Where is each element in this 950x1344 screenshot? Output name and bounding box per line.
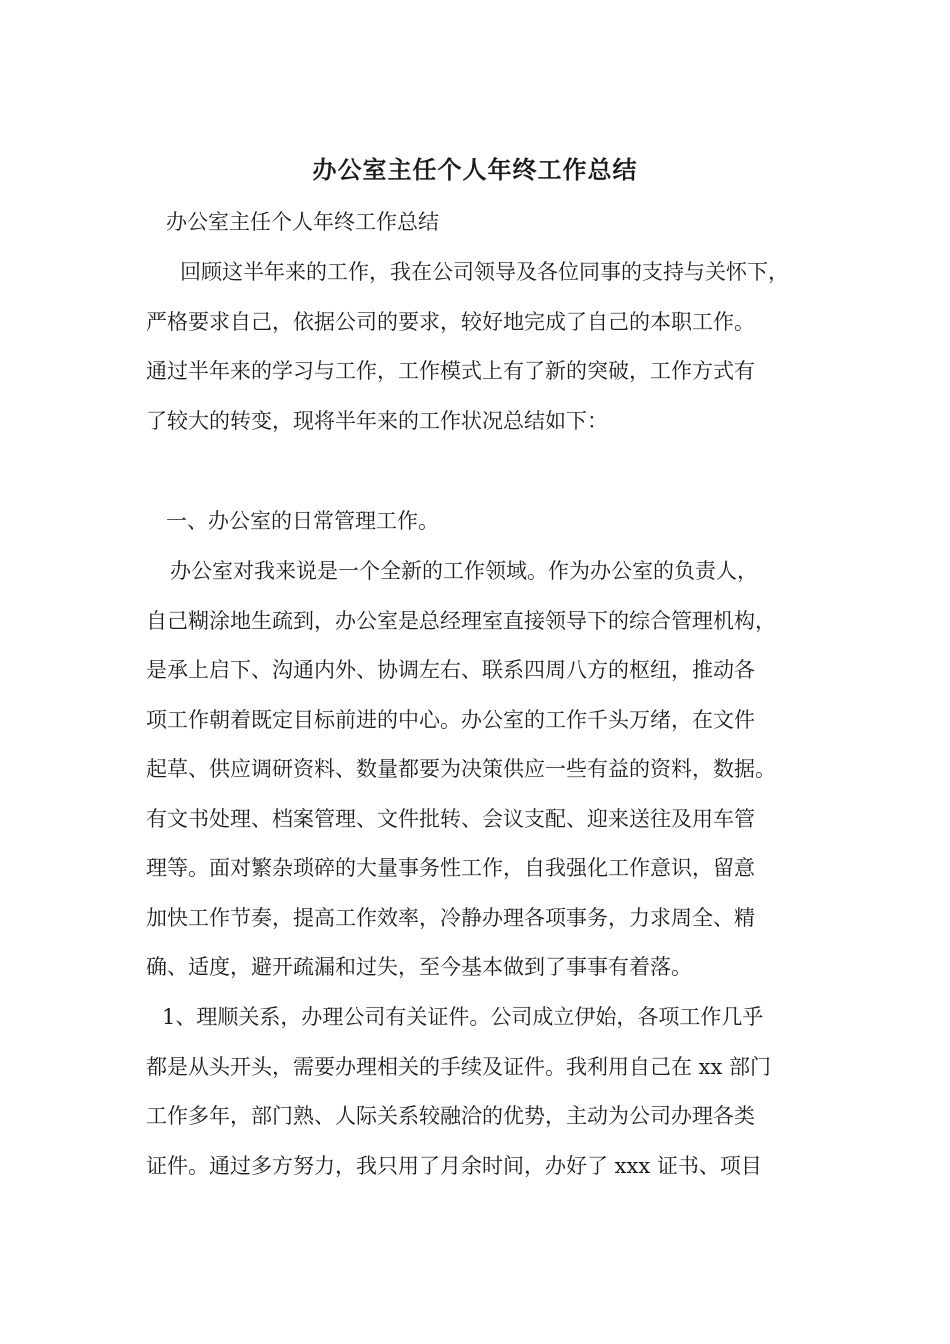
- paragraph-line: 自己糊涂地生疏到，办公室是总经理室直接领导下的综合管理机构，: [146, 608, 776, 633]
- paragraph-line: 办公室对我来说是一个全新的工作领域。作为办公室的负责人，: [170, 559, 758, 583]
- paragraph-line: 加快工作节奏，提高工作效率，冷静办理各项事务，力求周全、精: [146, 905, 755, 930]
- section-heading: 一、办公室的日常管理工作。: [166, 509, 439, 533]
- paragraph-line: 是承上启下、沟通内外、协调左右、联系四周八方的枢纽，推动各: [146, 658, 755, 682]
- paragraph-line: 严格要求自己，依据公司的要求，较好地完成了自己的本职工作。: [146, 309, 755, 334]
- section-heading-block: [146, 497, 826, 547]
- paragraph-line: 工作多年，部门熟、人际关系较融洽的优势，主动为公司办理各类: [146, 1104, 755, 1128]
- paragraph-line: 起草、供应调研资料、数量都要为决策供应一些有益的资料，数据。: [146, 757, 776, 781]
- paragraph-line: 通过半年来的学习与工作，工作模式上有了新的突破，工作方式有: [146, 359, 755, 383]
- paragraph-line: 有文书处理、档案管理、文件批转、会议支配、迎来送往及用车管: [146, 806, 755, 831]
- intro-paragraph: [146, 248, 826, 446]
- paragraph-line: 理等。面对繁杂琐碎的大量事务性工作，自我强化工作意识，留意: [146, 856, 755, 880]
- paragraph-line: 项工作朝着既定目标前进的中心。办公室的工作千头万绪，在文件: [146, 707, 755, 732]
- paragraph-line: 了较大的转变，现将半年来的工作状况总结如下：: [146, 408, 608, 433]
- section1-paragraph: [146, 547, 826, 993]
- paragraph-line: 回顾这半年来的工作，我在公司领导及各位同事的支持与关怀下，: [180, 260, 789, 284]
- paragraph-line: 确、适度，避开疏漏和过失，至今基本做到了事事有着落。: [146, 955, 692, 979]
- paragraph-line: 证件。通过多方努力，我只用了月余时间，办好了 xxx 证书、项目: [146, 1153, 762, 1178]
- document-subtitle: 办公室主任个人年终工作总结: [166, 210, 439, 234]
- item1-paragraph: [146, 993, 826, 1191]
- paragraph-line: 都是从头开头，需要办理相关的手续及证件。我利用自己在 xx 部门: [146, 1054, 772, 1079]
- document-subtitle-block: [146, 198, 826, 248]
- paragraph-line: 1、理顺关系，办理公司有关证件。公司成立伊始，各项工作几乎: [162, 1005, 764, 1029]
- document-title: 办公室主任个人年终工作总结: [312, 155, 638, 184]
